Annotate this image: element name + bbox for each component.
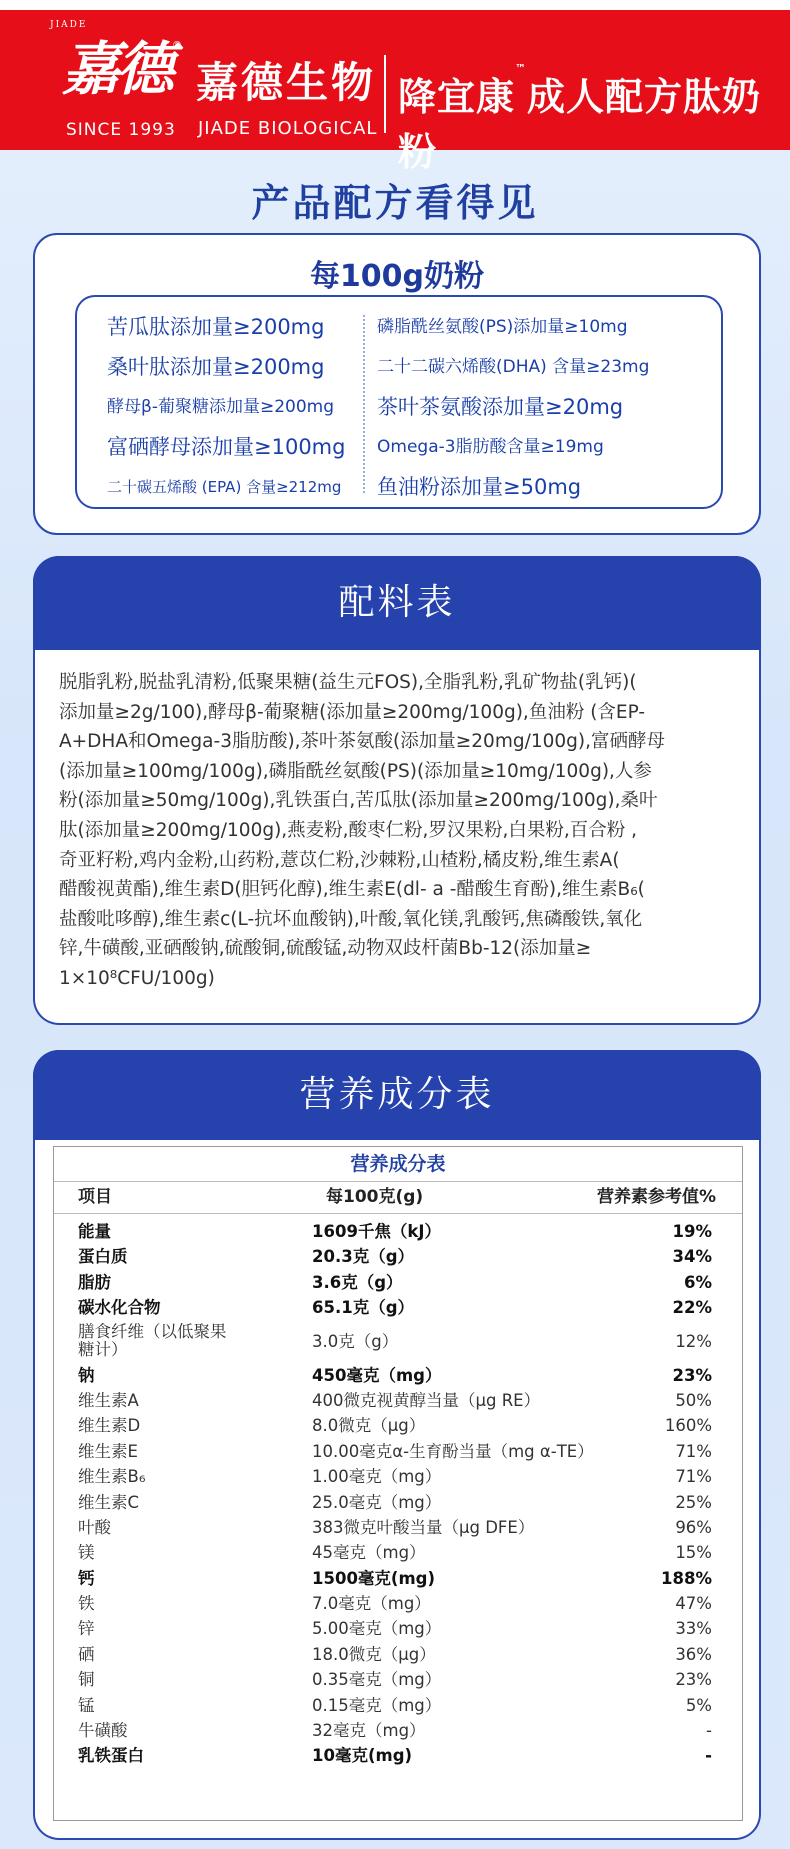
nutrient-nrv: 47% xyxy=(675,1594,712,1614)
table-row xyxy=(54,1743,742,1768)
formula-item: 鱼油粉添加量≥50mg xyxy=(377,475,582,499)
nutrient-name: 牛磺酸 xyxy=(78,1721,128,1741)
formula-item: 酵母β-葡聚糖添加量≥200mg xyxy=(107,397,335,417)
nutrient-name: 镁 xyxy=(78,1543,95,1563)
nutrient-nrv: 12% xyxy=(675,1331,712,1351)
header-banner xyxy=(0,10,790,174)
nutrient-nrv: 5% xyxy=(685,1695,712,1715)
formula-left-column xyxy=(107,307,345,507)
nutrient-name: 维生素C xyxy=(78,1492,140,1512)
nutrient-amount: 45毫克（mg） xyxy=(312,1543,426,1563)
nutrient-amount: 383微克叶酸当量（μg DFE） xyxy=(312,1517,535,1537)
nutrient-name: 锰 xyxy=(78,1695,95,1715)
product-title xyxy=(398,62,790,176)
ingredients-line: 醋酸视黄酯),维生素D(胆钙化醇),维生素E(dl- a -醋酸生育酚),维生素B₆( xyxy=(59,879,645,901)
table-row xyxy=(54,1295,742,1320)
nutrient-name: 能量 xyxy=(78,1222,111,1241)
nutrition-table-header xyxy=(54,1181,742,1214)
ingredients-line: 锌,牛磺酸,亚硒酸钠,硫酸铜,硫酸锰,动物双歧杆菌Bb-12(添加量≥ xyxy=(59,938,592,960)
nutrition-table xyxy=(53,1146,743,1821)
nutrient-nrv: - xyxy=(706,1721,712,1741)
nutrient-nrv: 33% xyxy=(675,1619,712,1639)
nutrient-amount: 10.00毫克α-生育酚当量（mg α-TE） xyxy=(312,1441,594,1461)
nutrient-name: 碳水化合物 xyxy=(78,1298,161,1318)
product-name: 成人配方肽奶粉 xyxy=(398,75,762,174)
table-row xyxy=(54,1667,742,1692)
nutrient-name: 乳铁蛋白 xyxy=(78,1746,144,1766)
nutrient-nrv: 34% xyxy=(672,1247,712,1267)
logo-ring-text: JIADE xyxy=(50,20,88,30)
table-row xyxy=(54,1388,742,1413)
trademark-mark: ™ xyxy=(515,62,528,75)
column-separator xyxy=(363,315,365,493)
nutrient-amount: 1500毫克(mg) xyxy=(312,1568,436,1588)
nutrient-amount: 18.0微克（μg） xyxy=(312,1644,436,1664)
header-per-100g: 每100克(g) xyxy=(326,1187,424,1207)
header-item: 项目 xyxy=(78,1187,112,1207)
nutrient-name: 叶酸 xyxy=(78,1517,111,1537)
table-row xyxy=(54,1540,742,1565)
table-row xyxy=(54,1591,742,1616)
table-row xyxy=(54,1413,742,1438)
header-divider xyxy=(384,55,386,133)
nutrient-name: 蛋白质 xyxy=(78,1247,128,1267)
nutrient-nrv: 15% xyxy=(675,1543,712,1563)
ingredients-line: 肽(添加量≥200mg/100g),燕麦粉,酸枣仁粉,罗汉果粉,白果粉,百合粉 , xyxy=(59,819,637,841)
nutrition-table-title: 营养成分表 xyxy=(54,1147,742,1182)
nutrient-name: 维生素D xyxy=(78,1416,141,1436)
formula-item: 二十二碳六烯酸(DHA) 含量≥23mg xyxy=(377,357,650,377)
nutrient-amount: 1.00毫克（mg） xyxy=(312,1467,442,1487)
formula-list-box xyxy=(75,295,723,509)
table-row xyxy=(54,1718,742,1743)
table-row xyxy=(54,1244,742,1269)
formula-item: 二十碳五烯酸 (EPA) 含量≥212mg xyxy=(107,478,342,496)
nutrient-amount: 0.35毫克（mg） xyxy=(312,1670,442,1690)
nutrient-name: 钠 xyxy=(78,1365,95,1385)
ingredients-line: 盐酸吡哆醇),维生素c(L-抗坏血酸钠),叶酸,氧化镁,乳酸钙,焦磷酸铁,氧化 xyxy=(59,908,643,930)
nutrient-amount: 8.0微克（μg） xyxy=(312,1416,426,1436)
nutrient-nrv: 36% xyxy=(675,1644,712,1664)
header-nrv: 营养素参考值% xyxy=(596,1187,716,1207)
ingredients-card xyxy=(33,556,761,1025)
formula-card xyxy=(33,233,761,535)
nutrient-name: 钙 xyxy=(78,1568,95,1588)
formula-item: 苦瓜肽添加量≥200mg xyxy=(107,315,325,339)
nutrient-nrv: 71% xyxy=(675,1441,712,1461)
brand-name-en: JIADE BIOLOGICAL xyxy=(198,118,378,139)
nutrient-amount: 450毫克（mg） xyxy=(312,1365,442,1385)
table-row xyxy=(54,1566,742,1591)
table-row xyxy=(54,1616,742,1641)
top-strip xyxy=(0,0,790,10)
table-row xyxy=(54,1693,742,1718)
table-row xyxy=(54,1321,742,1363)
nutrient-amount: 10毫克(mg) xyxy=(312,1746,413,1766)
ingredients-title: 配料表 xyxy=(33,556,761,650)
formula-item: 富硒酵母添加量≥100mg xyxy=(107,435,346,459)
formula-right-column xyxy=(377,307,649,507)
nutrient-nrv: 6% xyxy=(683,1272,712,1292)
nutrient-nrv: - xyxy=(705,1746,712,1766)
nutrient-nrv: 50% xyxy=(675,1390,712,1410)
ingredients-line: 1×10⁸CFU/100g) xyxy=(59,967,215,989)
since-text: SINCE 1993 xyxy=(66,120,176,140)
nutrient-nrv: 23% xyxy=(675,1670,712,1690)
logo: 嘉德 xyxy=(62,35,171,103)
product-brand: 降宜康 xyxy=(398,75,516,119)
ingredients-line: A+DHA和Omega-3脂肪酸),茶叶茶氨酸(添加量≥20mg/100g),富硒酵母 xyxy=(59,731,665,753)
nutrient-amount: 32毫克（mg） xyxy=(312,1721,426,1741)
formula-item: 磷脂酰丝氨酸(PS)添加量≥10mg xyxy=(377,317,628,337)
nutrient-name: 铜 xyxy=(78,1670,95,1690)
table-row xyxy=(54,1464,742,1489)
nutrient-name: 维生素B₆ xyxy=(78,1467,146,1487)
nutrient-name: 脂肪 xyxy=(78,1272,111,1292)
table-row xyxy=(54,1270,742,1295)
registered-mark: ® xyxy=(172,40,182,51)
nutrition-rows xyxy=(54,1219,742,1769)
formula-section-title: 产品配方看得见 xyxy=(251,181,539,225)
nutrient-name: 维生素A xyxy=(78,1390,139,1410)
formula-item: 茶叶茶氨酸添加量≥20mg xyxy=(377,395,624,419)
nutrient-nrv: 71% xyxy=(675,1467,712,1487)
formula-item: Omega-3脂肪酸含量≥19mg xyxy=(377,437,604,457)
table-row xyxy=(54,1515,742,1540)
nutrient-amount: 0.15毫克（mg） xyxy=(312,1695,442,1715)
table-row xyxy=(54,1363,742,1388)
nutrient-amount: 3.6克（g） xyxy=(312,1272,403,1292)
nutrient-amount: 20.3克（g） xyxy=(312,1247,415,1267)
nutrient-nrv: 96% xyxy=(675,1517,712,1537)
formula-per-100g: 每100g奶粉 xyxy=(309,259,485,294)
nutrient-name: 锌 xyxy=(78,1619,95,1639)
nutrient-name: 维生素E xyxy=(78,1441,138,1461)
nutrient-name: 膳食纤维（以低聚果糖计） xyxy=(78,1321,227,1359)
nutrient-nrv: 19% xyxy=(672,1222,712,1241)
nutrient-nrv: 23% xyxy=(672,1365,712,1385)
nutrient-amount: 400微克视黄醇当量（μg RE） xyxy=(312,1390,541,1410)
brand-name-cn: 嘉德生物 xyxy=(196,58,377,107)
ingredients-line: 添加量≥2g/100),酵母β-葡聚糖(添加量≥200mg/100g),鱼油粉 (含EP- xyxy=(59,701,646,723)
nutrition-section-title: 营养成分表 xyxy=(33,1050,761,1140)
nutrition-card xyxy=(33,1050,761,1840)
nutrient-nrv: 25% xyxy=(675,1492,712,1512)
nutrient-amount: 1609千焦（kJ） xyxy=(312,1222,442,1241)
nutrient-amount: 5.00毫克（mg） xyxy=(312,1619,442,1639)
nutrient-amount: 3.0克（g） xyxy=(312,1331,399,1351)
nutrient-name: 硒 xyxy=(78,1644,95,1664)
nutrient-amount: 65.1克（g） xyxy=(312,1298,415,1318)
table-row xyxy=(54,1642,742,1667)
table-row xyxy=(54,1219,742,1244)
ingredients-line: 脱脂乳粉,脱盐乳清粉,低聚果糖(益生元FOS),全脂乳粉,乳矿物盐(乳钙)( xyxy=(59,672,637,693)
nutrient-nrv: 22% xyxy=(672,1298,712,1318)
table-row xyxy=(54,1439,742,1464)
nutrient-name: 铁 xyxy=(78,1594,95,1614)
formula-item: 桑叶肽添加量≥200mg xyxy=(107,355,325,379)
nutrient-amount: 7.0毫克（mg） xyxy=(312,1594,431,1614)
table-row xyxy=(54,1490,742,1515)
nutrient-nrv: 160% xyxy=(664,1416,712,1436)
ingredients-line: (添加量≥100mg/100g),磷脂酰丝氨酸(PS)(添加量≥10mg/100g),人参 xyxy=(59,760,652,782)
ingredients-line: 奇亚籽粉,鸡内金粉,山药粉,薏苡仁粉,沙棘粉,山楂粉,橘皮粉,维生素A( xyxy=(59,849,620,871)
nutrient-nrv: 188% xyxy=(661,1568,712,1588)
ingredients-line: 粉(添加量≥50mg/100g),乳铁蛋白,苦瓜肽(添加量≥200mg/100g),桑叶 xyxy=(59,790,658,812)
ingredients-text xyxy=(59,668,739,994)
nutrient-amount: 25.0毫克（mg） xyxy=(312,1492,442,1512)
